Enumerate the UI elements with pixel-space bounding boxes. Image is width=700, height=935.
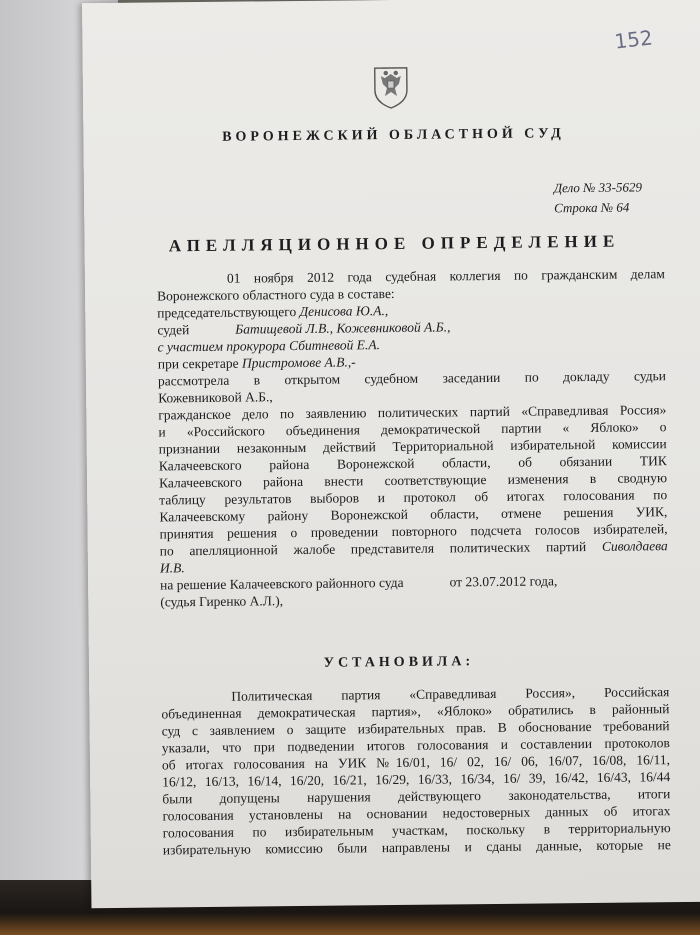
- intro-line: признании незаконным действий Территориальной избирательной комиссии: [158, 436, 667, 457]
- intro-line: и «Российского объединения демократической партии « Яблоко» о: [158, 419, 667, 440]
- intro-line: Воронежского областного суда в составе:: [157, 285, 395, 304]
- findings-line: были допущены нарушения действующего законодательства, итоги: [162, 786, 671, 807]
- findings-line: голосования установлены на основании недостоверных данных об итогах: [162, 803, 671, 824]
- intro-line: при секретаре Пристромове А.В.,-: [157, 354, 356, 372]
- findings-block: [161, 683, 671, 858]
- findings-line: об итогах голосования на УИК №16/01, 16/ 02, 16/ 06, 16/07, 16/08, 16/11,: [161, 752, 671, 773]
- intro-line: И.В.: [159, 560, 185, 576]
- intro-line: таблицу результатов выборов и протокол об итогах голосования по: [159, 487, 668, 508]
- intro-line: (судья Гиренко А.Л.),: [160, 593, 284, 610]
- intro-line: Калачеевского района внести соответствующие изменения в сводную: [158, 470, 668, 491]
- intro-line: принятия решения о проведении повторного подсчета голосов избирателей,: [159, 521, 668, 542]
- court-name: ВОРОНЕЖСКИЙ ОБЛАСТНОЙ СУД: [222, 126, 565, 145]
- findings-line: указали, что при подведении итогов голосования и составлении протоколов: [161, 735, 670, 756]
- intro-line: судей Батищевой Л.В., Кожевниковой А.Б.,: [157, 319, 451, 338]
- findings-line: объединенная демократическая партия», «Яблоко» обратились в районный: [161, 701, 670, 722]
- intro-line: председательствующего Денисова Ю.А.,: [157, 303, 389, 321]
- intro-block: [157, 265, 669, 610]
- page-number: 152: [612, 25, 654, 54]
- intro-line: 01 ноября 2012 года судебная коллегия по гражданским делам: [226, 266, 665, 286]
- intro-line: Калачеевскому району Воронежской области, отмене решения УИК,: [159, 504, 668, 525]
- findings-line: Политическая партия «Справедливая Россия», Российская: [231, 684, 670, 704]
- case-reference: [554, 177, 643, 218]
- findings-line: голосования по избирательным участкам, поскольку в территориальную: [162, 820, 671, 841]
- section-title: УСТАНОВИЛА:: [323, 654, 475, 671]
- intro-line: рассмотрела в открытом судебном заседании по докладу судьи: [157, 368, 667, 389]
- intro-line: по апелляционной жалобе представителя политических партий Сиволдаева: [159, 538, 668, 559]
- document-title: АПЕЛЛЯЦИОННОЕ ОПРЕДЕЛЕНИЕ: [168, 231, 621, 256]
- intro-line: гражданское дело по заявлению политических партий «Справедливая Россия»: [158, 402, 667, 423]
- row-number: Строка № 64: [553, 199, 630, 216]
- findings-line: избирательную комиссию были направлены и сданы данные, которые не: [162, 837, 671, 858]
- findings-line: 16/12, 16/13, 16/14, 16/20, 16/21, 16/29, 16/33, 16/34, 16/ 39, 16/42, 16/43, 16/44: [162, 769, 671, 790]
- intro-line: на решение Калачеевского районного суда от 23.07.2012 года,: [160, 573, 558, 593]
- document-page: [82, 0, 700, 908]
- findings-line: суд с заявлением о защите избирательных прав. В обоснование требований: [161, 718, 670, 739]
- case-number: Дело № 33-5629: [553, 179, 643, 196]
- intro-line: с участием прокурора Сбитневой Е.А.: [157, 337, 381, 355]
- intro-line: Калачеевского района Воронежской области, об обязании ТИК: [158, 453, 667, 474]
- intro-line: Кожевниковой А.Б.,: [158, 389, 273, 406]
- coat-of-arms-icon: [371, 62, 412, 110]
